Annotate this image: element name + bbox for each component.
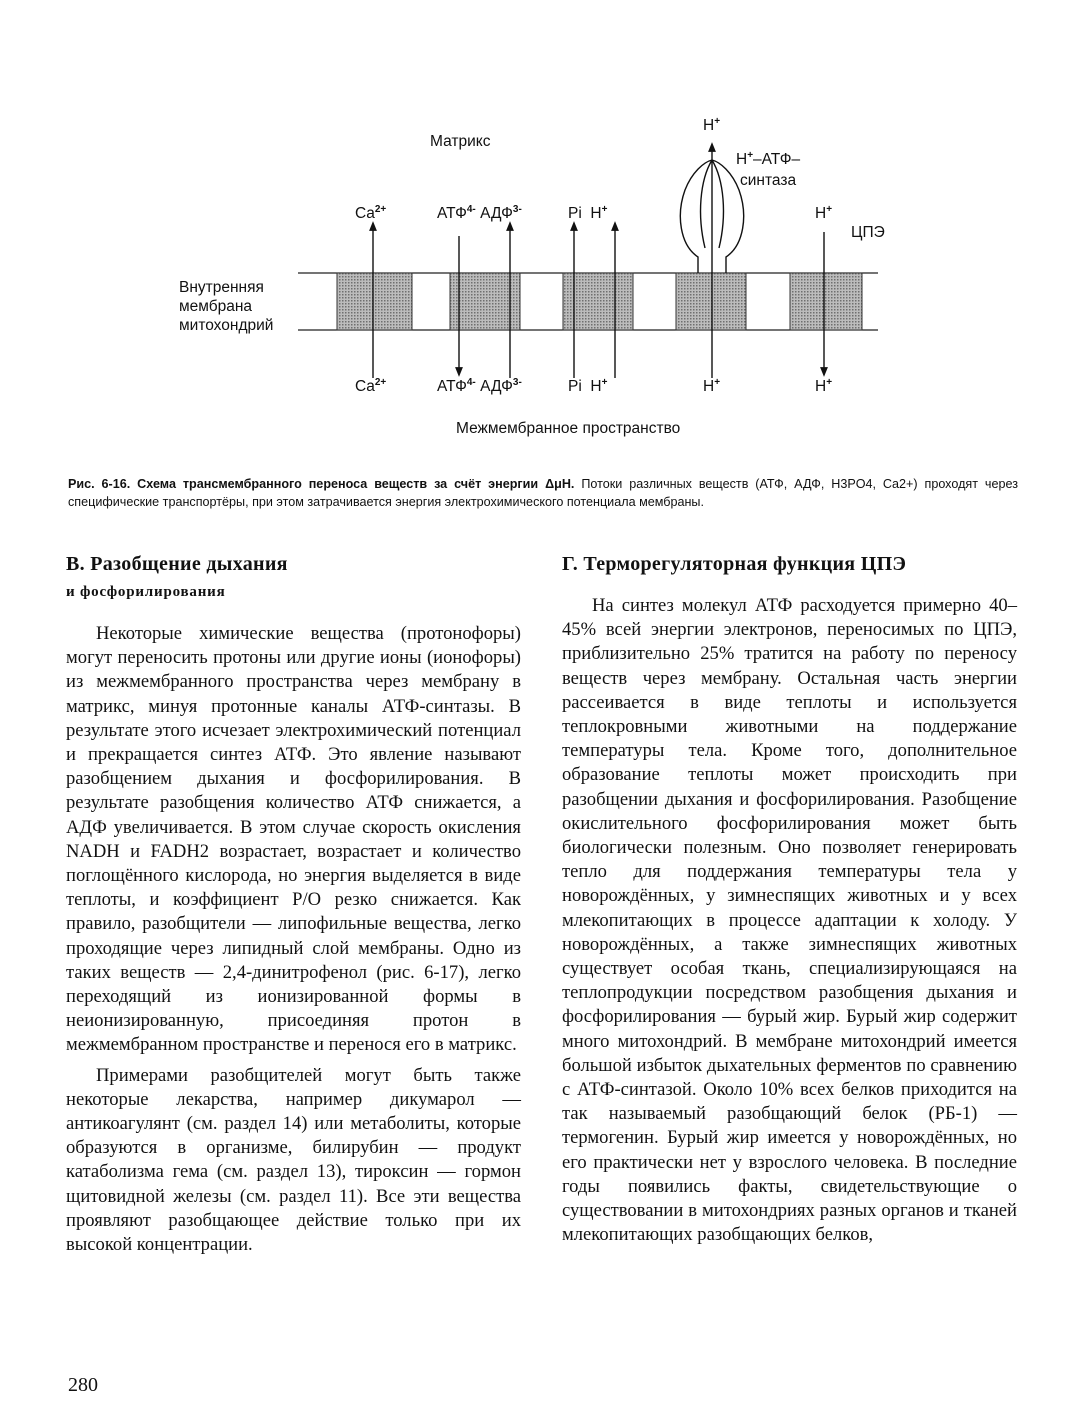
membrane-label: Внутренняя мембрана митохондрий bbox=[179, 279, 274, 334]
figure-transmembrane-transport bbox=[0, 0, 1077, 470]
matrix-label: Матрикс bbox=[430, 133, 491, 150]
section-heading-v bbox=[66, 550, 521, 606]
label-bottom-pi-h: Pi H+ bbox=[568, 377, 608, 395]
figure-caption bbox=[68, 475, 1018, 511]
transporter-block-ca bbox=[337, 273, 412, 330]
paragraph: Некоторые химические вещества (протонофоры) могут переносить протоны или другие ионы (ионофоры) из межмембранного пространства через мембрану в матрикс, минуя протонные каналы АТФ-синтазы. В результате этого исчезает электрохимический потенциал и прекращается синтез АТФ. Это явление называют разобщением дыхания и фосфорилирования. В результате разобщения количество АТФ снижается, а АДФ увеличивается. В этом случае скорость окисления NADH и FADH2 возрастает, возрастает и количество поглощённого кислорода, но энергия выделяется в виде теплоты, и коэффициент Р/О резко снижается. Как правило, разобщители — липофильные вещества, легко проходящие через липидный слой мембраны. Одно из таких веществ — 2,4-динитрофенол (рис. 6-17), легко переходящий из ионизированной формы в неионизированную, присоединяя протон в межмембранном пространстве и перенося его в матрикс. bbox=[66, 623, 521, 1056]
membrane-diagram bbox=[0, 0, 1077, 470]
caption-text: Потоки различных веществ (АТФ, АДФ, H3PO4, Ca2+) проходят через специфические транспортёры, при этом затрачивается энергия электрохимического потенциала мембраны. bbox=[68, 477, 1018, 509]
atp-synthase-label-2: синтаза bbox=[740, 172, 797, 189]
label-bottom-atp-adp: $АТФ^{4-}$ $АДФ^{3-}$ bbox=[437, 377, 522, 395]
section-heading-v-line1: В. Разобщение дыхания bbox=[66, 553, 288, 575]
etc-label: ЦПЭ bbox=[851, 224, 885, 241]
transporter-block-atp-synthase bbox=[676, 273, 746, 330]
atp-synthase-label-1: H+–АТФ– bbox=[736, 150, 801, 168]
label-top-ca: $Ca^{2+}$ bbox=[355, 204, 387, 222]
page-number: 280 bbox=[68, 1374, 98, 1396]
section-heading-v-line2: и фосфорилирования bbox=[66, 584, 226, 600]
left-column bbox=[66, 550, 521, 1257]
section-heading-g: Г. Терморегуляторная функция ЦПЭ bbox=[562, 553, 907, 575]
label-top-h-etc: H+ bbox=[815, 204, 833, 222]
label-top-pi-h: Pi H+ bbox=[568, 204, 608, 222]
transporter-block-etc bbox=[790, 273, 862, 330]
intermembrane-label: Межмембранное пространство bbox=[456, 420, 681, 437]
label-h-top: H+ bbox=[703, 116, 721, 134]
paragraph: На синтез молекул АТФ расходуется примерно 40–45% всей энергии электронов, переносимых по ЦПЭ, приблизительно 25% тратится на работу по переносу веществ через мембрану. Остальная часть энергии рассеивается в виде теплоты и используется теплокровными животными на поддержание температуры тела. Кроме того, дополнительное образование теплоты может происходить при разобщении дыхания и фосфорилирования. Разобщение окислительного фосфорилирования может быть биологически полезным. Оно позволяет генерировать тепло для поддержания температуры тела у новорождённых, у зимнеспящих животных и у всех млекопитающих в процессе адаптации к холоду. У новорождённых, а также зимнеспящих животных существует особая ткань, специализирующаяся на теплопродукции посредством разобщения дыхания и фосфорилирования — бурый жир. Бурый жир содержит много митохондрий. В мембране митохондрий имеется большой избыток дыхательных ферментов по сравнению с АТФ-синтазой. Около 10% всех белков приходится на так называемый разобщающий белок (РБ-1) — термогенин. Бурый жир имеется у новорождённых, но его практически нет у взрослого человека. В последние годы появились факты, свидетельствующие о существовании в митохондриях разных органов и тканей млекопитающих разобщающих белков, bbox=[562, 595, 1017, 1246]
label-bottom-h-synthase: H+ bbox=[703, 377, 721, 395]
label-bottom-h-etc: H+ bbox=[815, 377, 833, 395]
label-top-atp-adp: $АТФ^{4-}$ $АДФ^{3-}$ bbox=[437, 204, 522, 222]
caption-title: Рис. 6-16. Схема трансмембранного переноса веществ за счёт энергии ΔμH. bbox=[68, 477, 575, 491]
paragraph: Примерами разобщителей могут быть также некоторые лекарства, например дикумарол — антикоагулянт (см. раздел 14) или метаболиты, которые образуются в организме, билирубин — продукт катаболизма гема (см. раздел 13), тироксин — гормон щитовидной железы (см. раздел 11). Все эти вещества проявляют разобщающее действие только при их высокой концентрации. bbox=[66, 1064, 521, 1256]
right-column bbox=[562, 550, 1017, 1247]
label-bottom-ca: $Ca^{2+}$ bbox=[355, 377, 387, 395]
